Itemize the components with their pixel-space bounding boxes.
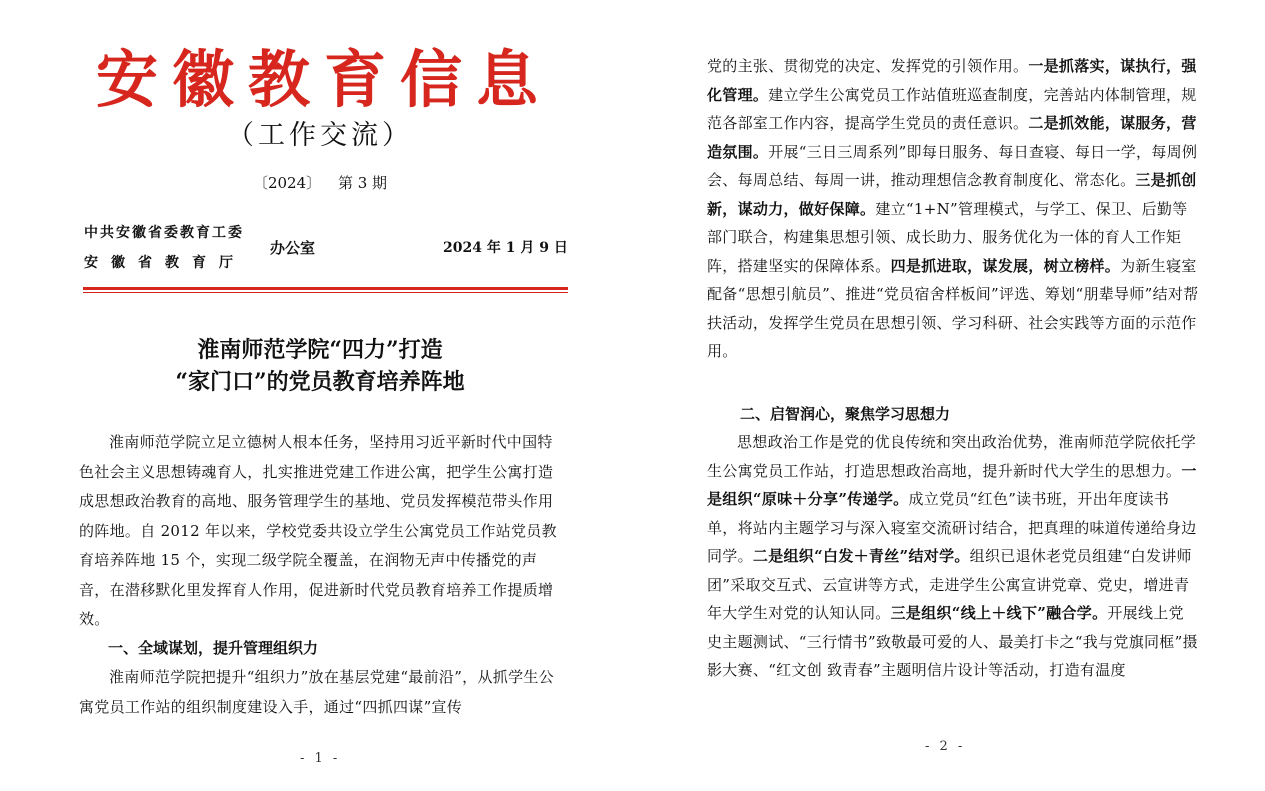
emphasis-run: 三是组织“线上＋线下”融合学。 [890,604,1108,622]
issuer-office: 办公室 [270,239,316,257]
issue-year: 〔2024〕 [252,174,322,192]
red-divider-thick [83,287,568,290]
issue-info [150,170,490,196]
section-2-heading: 二、启智润心，聚焦学习思想力 [740,405,951,423]
section-1-continued-paragraph [707,52,1199,366]
text-run: 建立学生公寓党员工作站值班巡查制度，完善站内体制管理，规范各部室工作内容，提高学生党员的责任意识。 [707,85,1197,132]
text-run: 开展线上党史主题测试、“三行情书”致敬最可爱的人、最美打卡之“我与党旗同框”摄影大赛、“红文创 致青春”主题明信片设计等活动，打造有温度 [707,604,1198,679]
text-run: 组织已退休老党员组建“白发讲师团”采取交互式、云宣讲等方式，走进学生公寓宣讲党章、党史，增进青年大学生对党的认知认同。 [707,547,1192,622]
issue-date: 2024 年 1 月 9 日 [443,240,568,256]
masthead-title: 安徽教育信息 [96,43,553,116]
section-1-paragraph: 淮南师范学院把提升“组织力”放在基层党建“最前沿”，从抓学生公寓党员工作站的组织制度建设入手，通过“四抓四谋”宣传 [79,668,554,716]
text-run: 开展“三日三周系列”即每日服务、每日查寝、每日一学，每周例会、每周总结、每周一讲，推动理想信念教育制度化、常态化。 [707,142,1198,189]
emphasis-run: 四是抓进取，谋发展，树立榜样。 [890,256,1121,275]
emphasis-run: 二是抓效能，谋服务，营造氛围。 [707,114,1197,161]
text-run: 为新生寝室配备“思想引航员”、推进“党员宿舍样板间”评选、筹划“朋辈导师”结对帮扶活动，发挥学生党员在思想引领、学习科研、社会实践等方面的示范作用。 [707,256,1199,360]
text-run: 思想政治工作是党的优良传统和突出政治优势，淮南师范学院依托学生公寓党员工作站，打造思想政治高地，提升新时代大学生的思想力。 [707,433,1197,480]
page-number-1: - 1 - [300,751,341,766]
article-title-line-1: 淮南师范学院“四力”打造 [197,337,443,363]
text-run: 成立党员“红色”读书班，开出年度读书单，将站内主题学习与深入寝室交流研讨结合，把真理的味道传递给身边同学。 [707,490,1197,565]
emphasis-run: 二是组织“白发＋青丝”结对学。 [752,547,970,565]
section-1-heading: 一、全域谋划，提升管理组织力 [108,639,319,657]
section-2-paragraph [707,428,1199,685]
emphasis-run: 一是抓落实，谋执行，强化管理。 [707,57,1197,104]
red-divider-thin [83,292,568,293]
masthead-subtitle: （工作交流） [227,120,413,151]
text-run: 建立“1+N”管理模式，与学工、保卫、后勤等部门联合，构建集思想引领、成长助力、服务优化为一体的育人工作矩阵，搭建坚实的保障体系。 [707,199,1188,275]
issue-number: 第 3 期 [337,174,388,192]
intro-paragraph: 淮南师范学院立足立德树人根本任务，坚持用习近平新时代中国特色社会主义思想铸魂育人，扎实推进党建工作进公寓，把学生公寓打造成思想政治教育的高地、服务管理学生的基地、党员发挥模范带头作用的阵地。自 2012 年以来，学校党委共设立学生公寓党员工作站党员教育培养阵地 15 个，实现二级学院全覆盖，在润物无声中传播党的声音，在潜移默化里发挥育人作用，促进新时代党员教育培养工作提质增效。 [79,433,557,628]
emphasis-run: 三是抓创新，谋动力，做好保障。 [707,171,1197,218]
emphasis-run: 一是组织“原味＋分享”传递学。 [707,461,1197,508]
document-page-2 [640,0,1265,791]
page-number-2: - 2 - [925,739,966,754]
text-run: 党的主张、贯彻党的决定、发挥党的引领作用。 [707,57,1029,75]
article-title-line-2: “家门口”的党员教育培养阵地 [175,369,465,395]
issuer-line-2: 安徽省教育厅 [84,255,246,271]
issuer-line-1: 中共安徽省委教育工委 [84,225,244,241]
